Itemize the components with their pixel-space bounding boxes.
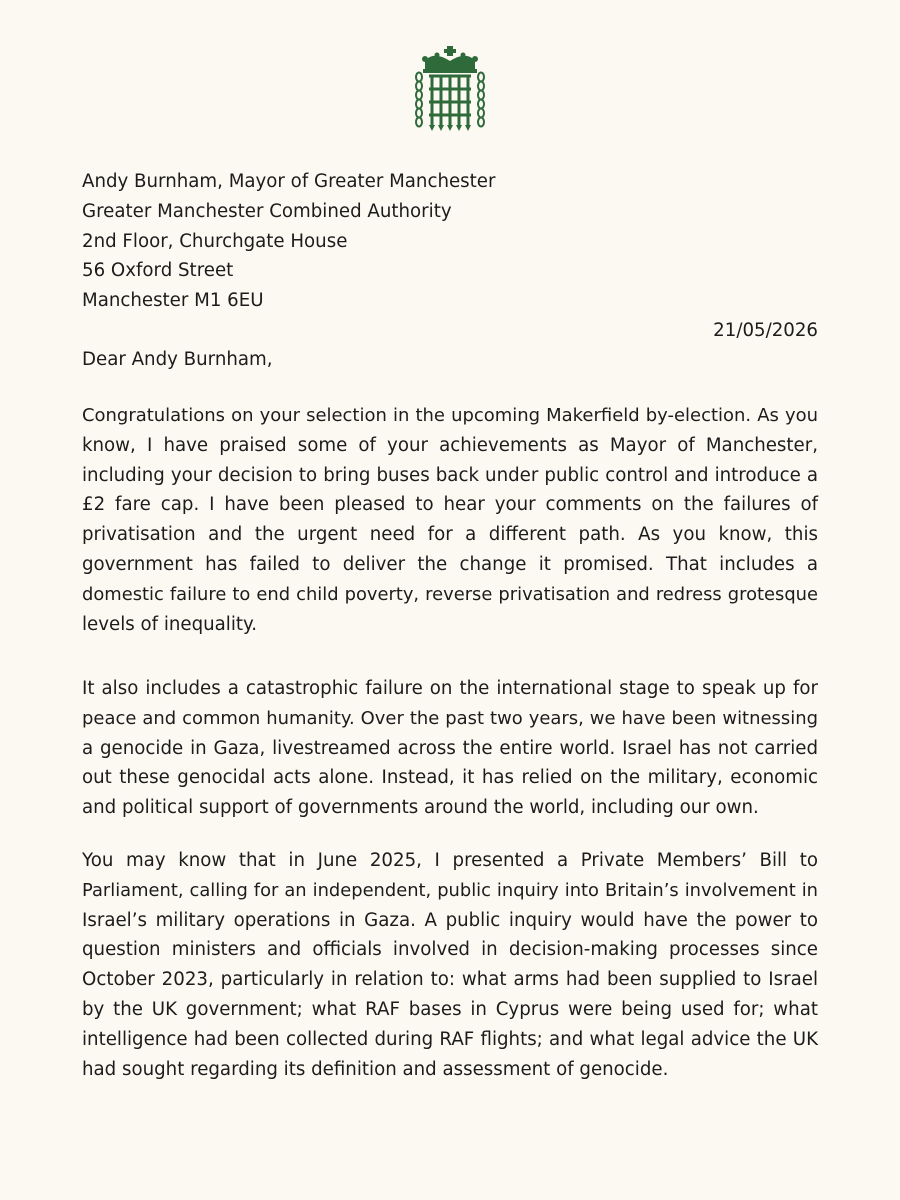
paragraph-line: domestic failure to end child poverty, reverse privatisation and redress grotesque — [82, 583, 818, 605]
paragraph-line: and political support of governments around the world, including our own. — [82, 797, 759, 819]
paragraph-line: know, I have praised some of your achievements as Mayor of Manchester, — [82, 434, 818, 456]
recipient-address — [82, 167, 495, 316]
paragraph-line: out these genocidal acts alone. Instead, it has relied on the military, economic — [82, 767, 818, 789]
paragraph-line: Congratulations on your selection in the upcoming Makerfield by-election. As you — [82, 405, 818, 426]
letter-date: 21/05/2026 — [713, 320, 818, 341]
recipient-line: 2nd Floor, Churchgate House — [82, 230, 348, 252]
paragraph-line: question ministers and officials involved in decision-making processes since — [82, 939, 818, 961]
body-paragraph — [82, 846, 818, 1084]
paragraph-line: £2 fare cap. I have been pleased to hear your comments on the failures of — [82, 494, 818, 516]
paragraph-line: by the UK government; what RAF bases in Cyprus were being used for; what — [82, 998, 818, 1020]
paragraph-line: including your decision to bring buses back under public control and introduce a — [82, 464, 818, 486]
paragraph-line: privatisation and the urgent need for a different path. As you know, this — [82, 524, 818, 546]
body-paragraph — [82, 674, 818, 823]
paragraph-line: levels of inequality. — [82, 613, 257, 635]
paragraph-line: Israel’s military operations in Gaza. A public inquiry would have the power to — [82, 909, 818, 931]
paragraph-line: October 2023, particularly in relation to: what arms had been supplied to Israel — [82, 969, 818, 991]
recipient-line: 56 Oxford Street — [82, 260, 234, 282]
paragraph-line: Parliament, calling for an independent, public inquiry into Britain’s involvement in — [82, 879, 818, 901]
recipient-line: Andy Burnham, Mayor of Greater Manchester — [82, 171, 496, 192]
paragraph-line: peace and common humanity. Over the past two years, we have been witnessing — [82, 707, 818, 729]
recipient-line: Manchester M1 6EU — [82, 290, 264, 312]
paragraph-line: You may know that in June 2025, I presented a Private Members’ Bill to — [82, 850, 818, 871]
paragraph-line: government has failed to deliver the change it promised. That includes a — [82, 553, 818, 575]
salutation: Dear Andy Burnham, — [82, 349, 273, 370]
body-paragraph — [82, 401, 818, 639]
paragraph-line: It also includes a catastrophic failure on the international stage to speak up for — [82, 678, 818, 699]
recipient-line: Greater Manchester Combined Authority — [82, 200, 452, 222]
paragraph-line: intelligence had been collected during RAF flights; and what legal advice the UK — [82, 1028, 818, 1050]
portcullis-crest-icon — [411, 45, 489, 133]
paragraph-line: a genocide in Gaza, livestreamed across the entire world. Israel has not carried — [82, 737, 818, 759]
paragraph-line: had sought regarding its definition and assessment of genocide. — [82, 1058, 669, 1080]
